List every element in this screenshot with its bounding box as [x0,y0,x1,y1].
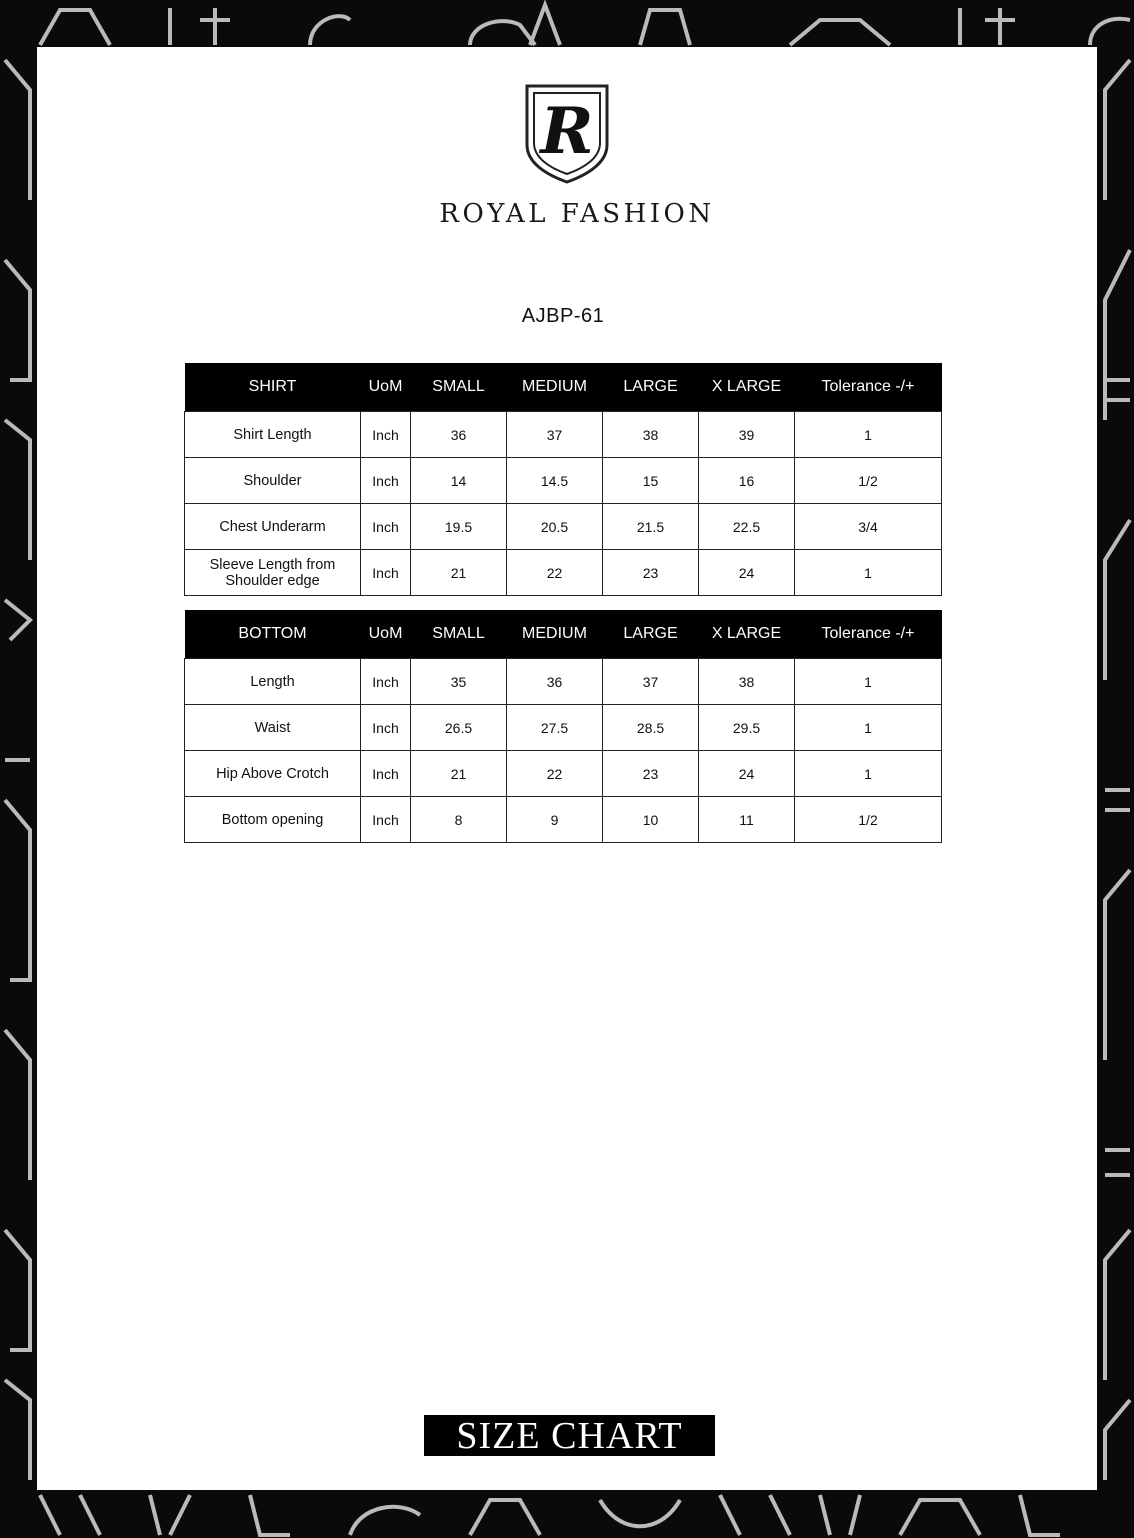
table-cell: 37 [507,412,603,458]
table-cell: 19.5 [411,504,507,550]
table-cell: 21 [411,550,507,596]
header-cell: X LARGE [699,363,795,412]
header-cell: SMALL [411,610,507,659]
table-cell: 1/2 [795,797,942,843]
table-cell: 39 [699,412,795,458]
table-cell: Inch [361,504,411,550]
table-cell: 21 [411,751,507,797]
header-cell: LARGE [603,363,699,412]
table-cell: 1/2 [795,458,942,504]
brand-header [37,83,1097,229]
header-cell: MEDIUM [507,610,603,659]
table-cell: 1 [795,705,942,751]
table-cell: 28.5 [603,705,699,751]
table-cell: 24 [699,550,795,596]
table-cell: 1 [795,550,942,596]
crest-logo-icon [523,83,611,185]
bottom-header-row [185,610,942,659]
header-cell: UoM [361,363,411,412]
table-cell: 14 [411,458,507,504]
table-cell: 20.5 [507,504,603,550]
table-row [185,659,942,705]
table-cell: 23 [603,751,699,797]
table-cell: 38 [699,659,795,705]
size-chart-badge: SIZE CHART [424,1415,715,1456]
table-cell: Inch [361,751,411,797]
table-cell: Inch [361,659,411,705]
measurement-label: Chest Underarm [185,504,361,550]
table-cell: 15 [603,458,699,504]
table-cell: 1 [795,659,942,705]
header-cell: LARGE [603,610,699,659]
table-cell: 9 [507,797,603,843]
measurement-label: Sleeve Length from Shoulder edge [185,550,361,596]
table-row [185,751,942,797]
table-cell: 22 [507,550,603,596]
table-cell: 16 [699,458,795,504]
shirt-size-table [184,363,942,596]
table-cell: 1 [795,751,942,797]
table-cell: Inch [361,797,411,843]
table-cell: 37 [603,659,699,705]
header-cell: BOTTOM [185,610,361,659]
bottom-size-table [184,610,942,843]
table-cell: 22.5 [699,504,795,550]
table-cell: 11 [699,797,795,843]
header-cell: SMALL [411,363,507,412]
table-cell: 29.5 [699,705,795,751]
measurement-label: Length [185,659,361,705]
header-cell: UoM [361,610,411,659]
table-cell: 36 [411,412,507,458]
crest-letter: R [540,94,594,169]
header-cell: SHIRT [185,363,361,412]
table-row [185,412,942,458]
table-cell: 14.5 [507,458,603,504]
table-row [185,504,942,550]
table-cell: Inch [361,705,411,751]
table-row [185,550,942,596]
size-chart-page [37,47,1097,1490]
table-cell: 24 [699,751,795,797]
header-cell: Tolerance -/+ [795,363,942,412]
product-code: AJBP-61 [521,305,605,327]
table-cell: 22 [507,751,603,797]
table-cell: Inch [361,458,411,504]
table-cell: 36 [507,659,603,705]
table-cell: 8 [411,797,507,843]
table-row [185,458,942,504]
table-cell: 27.5 [507,705,603,751]
shirt-header-row [185,363,942,412]
table-cell: 23 [603,550,699,596]
header-cell: MEDIUM [507,363,603,412]
table-cell: Inch [361,550,411,596]
brand-name: ROYAL FASHION [439,199,715,229]
table-cell: 3/4 [795,504,942,550]
table-row [185,705,942,751]
table-cell: 26.5 [411,705,507,751]
measurement-label: Shirt Length [185,412,361,458]
table-cell: 35 [411,659,507,705]
header-cell: Tolerance -/+ [795,610,942,659]
measurement-label: Hip Above Crotch [185,751,361,797]
table-cell: Inch [361,412,411,458]
table-row [185,797,942,843]
table-cell: 1 [795,412,942,458]
table-cell: 21.5 [603,504,699,550]
measurement-label: Waist [185,705,361,751]
header-cell: X LARGE [699,610,795,659]
measurement-label: Bottom opening [185,797,361,843]
table-cell: 38 [603,412,699,458]
measurement-label: Shoulder [185,458,361,504]
table-cell: 10 [603,797,699,843]
